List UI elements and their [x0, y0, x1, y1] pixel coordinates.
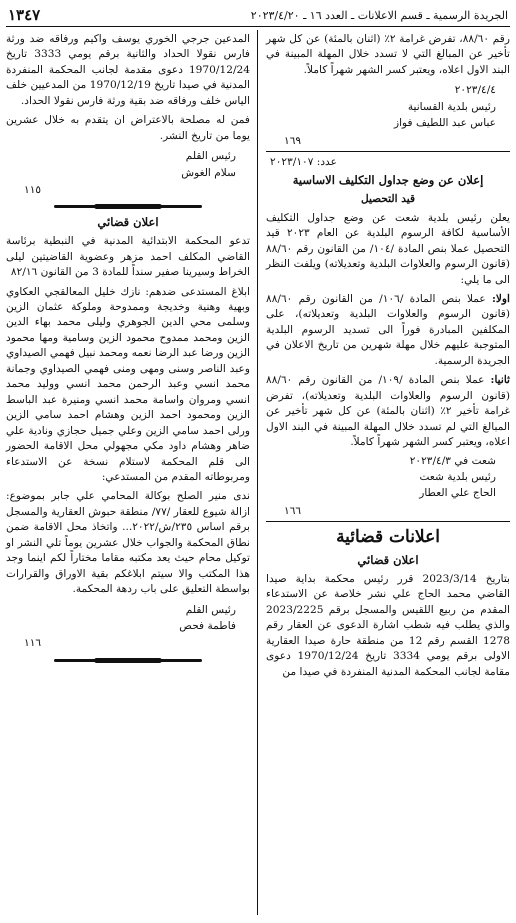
item-label: ثانيا:	[490, 374, 510, 387]
notice-paragraph: ندى منير الصلح بوكالة المحامي علي جابر بموضوع: ازالة شيوع للعقار /٧٧/ منطقة حبوش العقارية والمسجل برقم اساس ٢٣٥/ش/٢٠٢٢... واتخاذ محل الاقامة ضمن نطاق المحكمة والجواب خلال عشرين يوماً تلي النشر او توكيل محام حيث يعد مكتبه مقاما مختاراً لكم اينما وجد هذا المكتب والا سيتم ابلاغكم بقية الاوراق والقرارات بواسطة التعليق على باب ردهة المحكمة.	[6, 490, 251, 596]
signature-name: سلام الغوش	[181, 166, 236, 179]
separator-line	[266, 521, 510, 522]
notice-item-second	[266, 373, 510, 450]
notice-number: ١٦٩	[284, 134, 302, 147]
signature-title: رئيس بلدية شعت	[419, 470, 496, 483]
signature-date: ٢٠٢٣/٤/٤	[454, 84, 496, 97]
column-divider	[257, 30, 258, 915]
notice-paragraph: يعلن رئيس بلدية شعت عن وضع جداول التكليف الأساسية لكافة الرسوم البلدية عن العام ٢٠٢٣ قيد التحصيل عملا بنص المادة /١٠٤/ من القانون رقم ٨٨/٦٠ (قانون الرسوم والعلاوات البلدية وتعديلاته) ويلفت النظر الى ما يلي:	[266, 211, 510, 286]
continued-paragraph: المدعين جرجي الخوري يوسف واكيم ورفاقه ضد ورثة فارس نقولا الحداد والثانية برقم يومي 3333 تاريخ 1970/12/24 دعوى مقدمة لجانب المحكمة المنفردة المدنية في صيدا تاريخ 1970/12/19 من المدعيين خلف الياس خلف ورفاقه ضد بقية ورثة فارس نقولا الحداد.	[6, 33, 250, 107]
separator-line	[266, 151, 510, 152]
signature-date: شعت في ٢٠٢٣/٤/٣	[409, 454, 496, 467]
signature-block	[6, 602, 236, 635]
notice-item-first	[266, 292, 510, 369]
signature-block	[6, 148, 236, 181]
page-number: ١٣٤٧	[8, 6, 41, 24]
item-label: اولا:	[491, 292, 510, 305]
notice-title: اعلان قضائي	[97, 215, 159, 230]
signature-title: رئيس القلم	[185, 150, 236, 163]
issue-reference: عدد: ٢٠٢٣/١٠٧	[270, 156, 337, 169]
item-text: عملا بنص المادة /١٠٩/ من القانون رقم ٨٨/٦٠ (قانون الرسوم والعلاوات البلدية وتعديلاته)، تفرض غرامة تأخير ٢٪ (اثنان بالمئة) عن كل شهر تأخير عن المبالغ التي لم تسدد خلال المهلة المبينة في البند الاول اعلاه، ويعتبر كسر الشهر شهراً كاملاً.	[266, 374, 510, 449]
left-column	[6, 32, 250, 668]
header-title: الجريدة الرسمية ـ قسم الاعلانات ـ العدد ١٦ ـ ٢٠٢٣/٤/٢٠	[250, 9, 508, 22]
signature-name: فاطمة فحص	[179, 620, 236, 633]
ornamental-divider	[6, 201, 250, 211]
signature-name: عباس عبد اللطيف فواز	[394, 117, 496, 130]
notice-paragraph: ابلاغ المستدعى ضدهم: نازك خليل المعالقجي العكاوي وبهية وهنية وخديجة وممدوحة وملوكة عثمان الزين وسلمى محي الدين الجوهري وليلى محمد بهاء الدين الزين ومحمد ممدوح محمود الزين وسامية ومها محمود الزين ورضا عبد الرضا نعمه ومحمد نبيل فهمي الصيداوي وعبد الناصر وسنى ومهى ومنى فهمي الصيداوي وجمانة محمد انسي وعبد الرحمن محمد انسي ووليد محمد انسي ومروان واسامة محمد انسي ومنيرة عبد الباسط الزين ومحمود احمد الزين وهشام احمد سامي الزين ورلى احمد سامي الزين وعلي جميل حجازي ونادية علي ضاهر وهشام داود مكي مجهولي محل الاقامة الحضور الى قلم المحكمة لاستلام نسخة عن الاستدعاء ومربوطاته المقدم من المستدعي:	[6, 285, 250, 484]
signature-name: الحاج علي العطار	[419, 487, 496, 500]
item-text: عملا بنص المادة /١٠٦/ من القانون رقم ٨٨/٦٠ (قانون الرسوم والعلاوات البلدية وتعديلاته)، على المكلفين المبادرة فوراً الى تسديد الرسوم البلدية المتوجبة عليهم خلال مهلة شهرين من تاريخ الاعلان في الجريدة الرسمية.	[266, 292, 510, 367]
signature-block-shaat	[266, 453, 496, 502]
notice-title: اعلان قضائي	[357, 553, 419, 567]
objection-paragraph: فمن له مصلحة بالاعتراض ان يتقدم به خلال عشرين يوما من تاريخ النشر.	[6, 114, 250, 142]
notice-number: ١١٦	[24, 637, 42, 650]
page-header	[6, 6, 510, 27]
ornamental-divider	[6, 655, 250, 665]
notice-paragraph: بتاريخ 2023/3/14 قرر رئيس محكمة بداية صيدا القاضي محمد الحاج علي نشر خلاصة عن الاستدعاء المقدم من ربيع اللقيس والمسجل برقم 2023/2225 والذي يطلب فيه شطب اشارة الدعوى عن العقار رقم 1278 القسم رقم 12 من منطقة حارة صيدا العقارية الاولى برقم يومي 3334 تاريخ 1970/12/24 دعوى مقامة لجانب المحكمة المدنية المنفردة في صيدا من	[266, 572, 510, 678]
continued-paragraph: رقم ٨٨/٦٠، تفرض غرامة ٢٪ (اثنان بالمئة) عن كل شهر تأخير عن المبالغ التي لا تسدد خلال المهلة المبينة في البند الاول اعلاه، ويعتبر كسر الشهر شهراً كاملاً.	[266, 33, 510, 76]
notice-number: ١٦٦	[284, 504, 302, 517]
right-column	[266, 32, 510, 684]
signature-title: رئيس القلم	[185, 603, 236, 616]
signature-block-qasaniyeh	[266, 82, 496, 131]
notice-title: إعلان عن وضع جداول التكليف الاساسية	[292, 173, 484, 188]
notice-paragraph: تدعو المحكمة الابتدائية المدنية في النبطية برئاسة القاضي المكلف احمد مزهر وعضوية القاضيتين ليلى الخراط وسيرينا صفير سنداً للمادة 3 من القانون ٨٢/١٦	[6, 235, 250, 279]
notice-subtitle: قيد التحصيل	[360, 193, 416, 206]
section-title: اعلانات قضائية	[336, 527, 440, 548]
signature-title: رئيس بلدية القسانية	[407, 100, 496, 113]
notice-number: ١١٥	[24, 183, 42, 196]
